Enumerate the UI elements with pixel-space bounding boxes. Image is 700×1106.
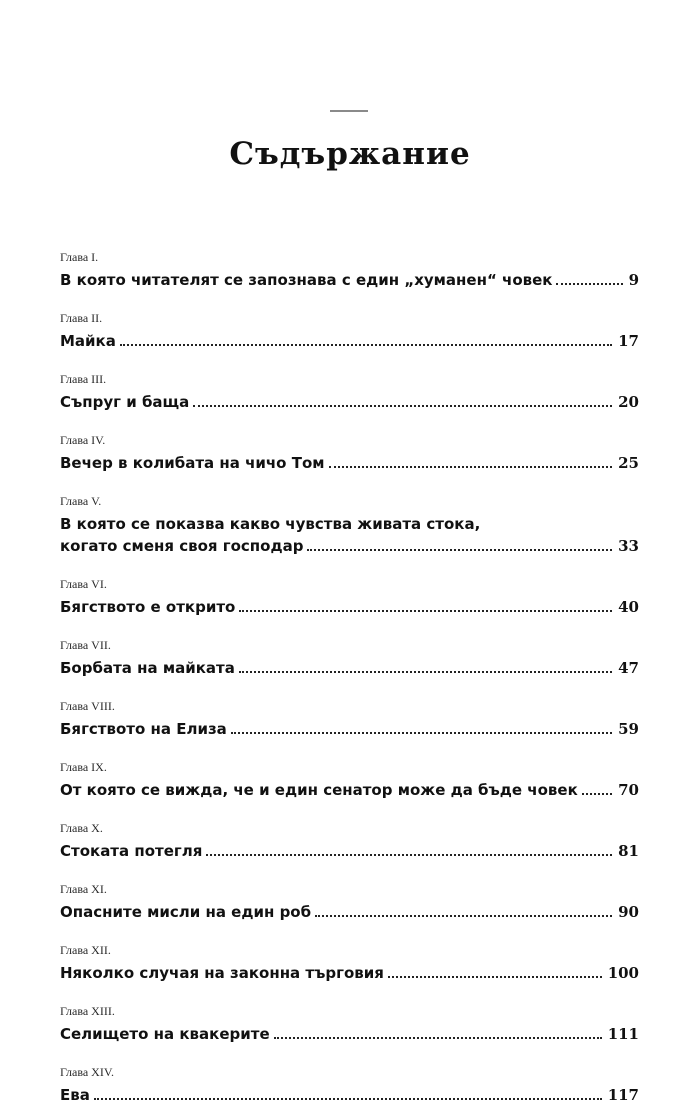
chapter-title: В която читателят се запознава с един „хуманен“ човек bbox=[60, 271, 553, 289]
page-number: 70 bbox=[618, 781, 639, 799]
chapter-label: Глава XI. bbox=[60, 882, 107, 896]
toc-entry bbox=[60, 250, 639, 291]
chapter-line bbox=[60, 779, 639, 801]
chapter-label: Глава IX. bbox=[60, 760, 107, 774]
chapter-label: Глава VI. bbox=[60, 577, 107, 591]
chapter-line bbox=[60, 269, 639, 291]
toc-entry bbox=[60, 433, 639, 474]
chapter-title: Бягството на Елиза bbox=[60, 720, 227, 738]
page-number: 47 bbox=[618, 659, 639, 677]
page-number: 33 bbox=[618, 537, 639, 555]
chapter-line bbox=[60, 840, 639, 862]
chapter-label: Глава XII. bbox=[60, 943, 111, 957]
page-number: 117 bbox=[607, 1086, 639, 1104]
page-number: 40 bbox=[618, 598, 639, 616]
decorative-rule bbox=[330, 110, 368, 112]
chapter-label: Глава XIII. bbox=[60, 1004, 115, 1018]
chapter-line bbox=[60, 718, 639, 740]
page-number: 81 bbox=[618, 842, 639, 860]
chapter-line bbox=[60, 962, 639, 984]
dot-leader bbox=[94, 1098, 602, 1100]
toc-entry bbox=[60, 882, 639, 923]
chapter-line bbox=[60, 535, 639, 557]
toc-entry bbox=[60, 699, 639, 740]
toc-entry bbox=[60, 311, 639, 352]
dot-leader bbox=[120, 344, 612, 346]
chapter-label: Глава X. bbox=[60, 821, 103, 835]
chapter-title: Няколко случая на законна търговия bbox=[60, 964, 384, 982]
dot-leader bbox=[239, 610, 612, 612]
page-number: 100 bbox=[607, 964, 639, 982]
chapter-label: Глава III. bbox=[60, 372, 107, 386]
chapter-line bbox=[60, 657, 639, 679]
toc-entry bbox=[60, 372, 639, 413]
chapter-line bbox=[60, 452, 639, 474]
toc-entry bbox=[60, 760, 639, 801]
chapter-title: Съпруг и баща bbox=[60, 393, 190, 411]
dot-leader bbox=[274, 1037, 602, 1039]
dot-leader bbox=[307, 549, 612, 551]
dot-leader bbox=[206, 854, 612, 856]
page-number: 111 bbox=[607, 1025, 639, 1043]
chapter-title: Ева bbox=[60, 1086, 90, 1104]
page-number: 17 bbox=[618, 332, 639, 350]
chapter-title: Майка bbox=[60, 332, 116, 350]
chapter-title: Вечер в колибата на чичо Том bbox=[60, 454, 325, 472]
page-number: 25 bbox=[618, 454, 639, 472]
chapter-line bbox=[60, 901, 639, 923]
chapter-label: Глава XIV. bbox=[60, 1065, 114, 1079]
toc-entry bbox=[60, 577, 639, 618]
chapter-title: когато сменя своя господар bbox=[60, 537, 304, 555]
toc-entry bbox=[60, 821, 639, 862]
toc-entry bbox=[60, 943, 639, 984]
toc-entry bbox=[60, 1004, 639, 1045]
page-number: 59 bbox=[618, 720, 639, 738]
chapter-label: Глава V. bbox=[60, 494, 102, 508]
dot-leader bbox=[193, 405, 612, 407]
dot-leader bbox=[239, 671, 612, 673]
chapter-title: Стоката потегля bbox=[60, 842, 203, 860]
chapter-title: От която се вижда, че и един сенатор може да бъде човек bbox=[60, 781, 578, 799]
chapter-label: Глава VIII. bbox=[60, 699, 115, 713]
dot-leader bbox=[582, 793, 612, 795]
chapter-title: Бягството е открито bbox=[60, 598, 236, 616]
chapter-line bbox=[60, 596, 639, 618]
table-of-contents bbox=[60, 250, 639, 1106]
chapter-title: Опасните мисли на един роб bbox=[60, 903, 312, 921]
dot-leader bbox=[315, 915, 612, 917]
page-number: 90 bbox=[618, 903, 639, 921]
toc-entry bbox=[60, 1065, 639, 1106]
dot-leader bbox=[329, 466, 613, 468]
chapter-line bbox=[60, 330, 639, 352]
dot-leader bbox=[231, 732, 612, 734]
page-number: 20 bbox=[618, 393, 639, 411]
chapter-label: Глава IV. bbox=[60, 433, 106, 447]
page-title: Съдържание bbox=[229, 136, 471, 172]
chapter-title: Борбата на майката bbox=[60, 659, 235, 677]
toc-entry bbox=[60, 638, 639, 679]
chapter-title: Селището на квакерите bbox=[60, 1025, 270, 1043]
dot-leader bbox=[388, 976, 602, 978]
page-number: 9 bbox=[628, 271, 639, 289]
chapter-label: Глава I. bbox=[60, 250, 99, 264]
toc-entry bbox=[60, 494, 639, 557]
chapter-line bbox=[60, 391, 639, 413]
chapter-label: Глава II. bbox=[60, 311, 103, 325]
chapter-title-line1: В която се показва какво чувства живата стока, bbox=[60, 515, 481, 533]
chapter-line bbox=[60, 1023, 639, 1045]
dot-leader bbox=[556, 283, 622, 285]
chapter-line bbox=[60, 1084, 639, 1106]
chapter-label: Глава VII. bbox=[60, 638, 111, 652]
